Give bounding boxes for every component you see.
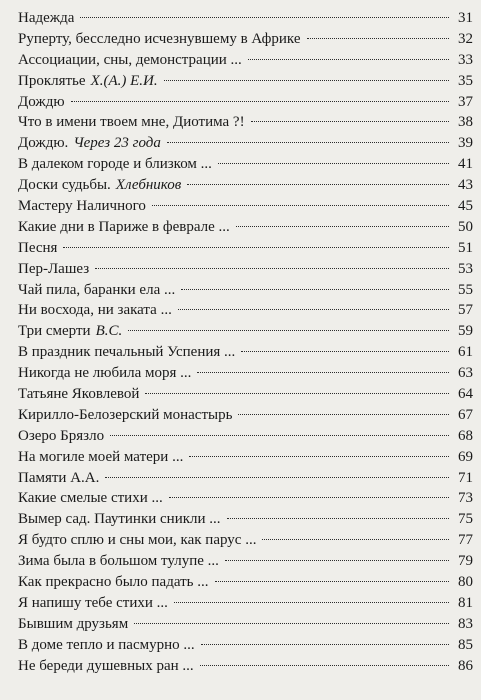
toc-entry-title-text: Я напишу тебе стихи ... [18, 594, 168, 611]
toc-entry-title [18, 175, 181, 196]
dot-leader [95, 268, 449, 269]
toc-entry-title-text: Руперту, бесследно исчезнувшему в Африке [18, 30, 301, 47]
toc-entry-title-text: Я будто сплю и сны мои, как парус ... [18, 532, 257, 549]
toc-entry-title [18, 468, 99, 489]
toc-entry-title [18, 447, 183, 468]
toc-entry-title-text: Какие дни в Париже в феврале ... [18, 218, 230, 235]
dot-leader [225, 560, 449, 561]
dot-leader [241, 351, 449, 352]
toc-entry-title-text: Дождю. [18, 135, 69, 152]
toc-entry[interactable] [18, 635, 473, 656]
toc-entry-title [18, 238, 57, 259]
toc-entry-title [18, 656, 194, 677]
toc-entry-title-text: Три смерти [18, 323, 91, 340]
toc-entry-page-number: 86 [458, 657, 473, 674]
toc-entry-title-text: Ассоциации, сны, демонстрации ... [18, 51, 242, 68]
toc-entry-page-number: 69 [458, 448, 473, 465]
toc-entry-title-text: На могиле моей матери ... [18, 448, 184, 465]
toc-entry-page-number: 79 [458, 553, 473, 570]
toc-entry-title-text: Доски судьбы. [18, 177, 111, 194]
toc-entry-title-text: Памяти А.А. [18, 469, 100, 486]
dot-leader [248, 59, 449, 60]
toc-entry[interactable] [18, 196, 473, 217]
toc-entry[interactable] [18, 488, 473, 509]
dot-leader [164, 80, 449, 81]
toc-entry[interactable] [18, 551, 473, 572]
toc-entry-title [18, 384, 139, 405]
toc-entry[interactable] [18, 572, 473, 593]
toc-entry-page-number: 67 [458, 406, 473, 423]
toc-entry[interactable] [18, 447, 473, 468]
toc-entry-title [18, 112, 245, 133]
toc-entry-page-number: 38 [458, 114, 473, 131]
toc-list [18, 8, 473, 677]
toc-entry-title-text: Не береди душевных ран ... [18, 657, 194, 674]
toc-entry[interactable] [18, 280, 473, 301]
toc-entry-title-text: Татьяне Яковлевой [18, 386, 140, 403]
dot-leader [169, 497, 449, 498]
dot-leader [197, 372, 449, 373]
toc-entry[interactable] [18, 71, 473, 92]
toc-entry-title [18, 92, 65, 113]
toc-entry-title [18, 154, 212, 175]
dot-leader [189, 456, 449, 457]
toc-entry-title [18, 50, 242, 71]
toc-entry-title-text: Чай пила, баранки ела ... [18, 281, 176, 298]
toc-entry-subtitle: Через 23 года [73, 135, 161, 152]
dot-leader [187, 184, 449, 185]
toc-entry-title [18, 259, 89, 280]
toc-entry[interactable] [18, 300, 473, 321]
dot-leader [152, 205, 449, 206]
toc-entry-page-number: 35 [458, 72, 473, 89]
dot-leader [105, 477, 449, 478]
toc-entry-title [18, 426, 104, 447]
dot-leader [227, 518, 449, 519]
toc-entry[interactable] [18, 133, 473, 154]
toc-entry[interactable] [18, 29, 473, 50]
toc-entry-subtitle: Хлебников [115, 177, 182, 194]
toc-entry-title-text: Вымер сад. Паутинки сникли ... [18, 511, 221, 528]
toc-entry-page-number: 75 [458, 511, 473, 528]
dot-leader [200, 665, 449, 666]
toc-entry-page-number: 59 [458, 323, 473, 340]
toc-entry[interactable] [18, 468, 473, 489]
toc-entry-page-number: 80 [458, 574, 473, 591]
toc-entry[interactable] [18, 154, 473, 175]
dot-leader [262, 539, 449, 540]
toc-entry-page-number: 61 [458, 344, 473, 361]
toc-entry[interactable] [18, 8, 473, 29]
toc-entry-title [18, 614, 128, 635]
toc-entry-title-text: Ни восхода, ни заката ... [18, 302, 172, 319]
toc-entry[interactable] [18, 50, 473, 71]
dot-leader [110, 435, 449, 436]
dot-leader [71, 101, 449, 102]
dot-leader [181, 289, 449, 290]
dot-leader [218, 163, 449, 164]
toc-entry-title [18, 300, 172, 321]
dot-leader [167, 142, 449, 143]
toc-entry-page-number: 32 [458, 30, 473, 47]
dot-leader [128, 330, 449, 331]
toc-entry-title [18, 509, 221, 530]
toc-entry-title [18, 530, 256, 551]
toc-entry[interactable] [18, 259, 473, 280]
dot-leader [307, 38, 450, 39]
toc-entry[interactable] [18, 509, 473, 530]
toc-entry-title [18, 635, 195, 656]
toc-entry-title-text: Зима была в большом тулупе ... [18, 553, 219, 570]
toc-entry-page-number: 31 [458, 10, 473, 26]
toc-entry-title-text: Проклятье [18, 72, 86, 89]
toc-entry-title-text: Пер-Лашез [18, 260, 90, 277]
toc-entry[interactable] [18, 363, 473, 384]
toc-entry-page-number: 71 [458, 469, 473, 486]
toc-entry[interactable] [18, 593, 473, 614]
toc-entry-title-text: Что в имени твоем мне, Диотима ?! [18, 114, 245, 131]
toc-entry-title-text: Кирилло-Белозерский монастырь [18, 406, 233, 423]
dot-leader [201, 644, 449, 645]
toc-entry[interactable] [18, 426, 473, 447]
toc-entry-page-number: 39 [458, 135, 473, 152]
toc-entry-title [18, 551, 219, 572]
toc-entry-title-text: Бывшим друзьям [18, 615, 129, 632]
toc-entry-title [18, 321, 122, 342]
toc-entry-title [18, 196, 146, 217]
toc-entry[interactable] [18, 217, 473, 238]
dot-leader [63, 247, 449, 248]
toc-entry[interactable] [18, 530, 473, 551]
toc-entry-title-text: Какие смелые стихи ... [18, 490, 163, 507]
toc-entry[interactable] [18, 175, 473, 196]
toc-entry[interactable] [18, 384, 473, 405]
toc-entry-page-number: 55 [458, 281, 473, 298]
toc-entry-page-number: 51 [458, 239, 473, 256]
toc-entry-subtitle: В.С. [95, 323, 123, 340]
toc-entry-page-number: 77 [458, 532, 473, 549]
toc-entry-title-text: Дождю [18, 93, 65, 110]
toc-entry[interactable] [18, 342, 473, 363]
toc-entry-page-number: 53 [458, 260, 473, 277]
dot-leader [251, 121, 449, 122]
toc-entry-page-number: 43 [458, 177, 473, 194]
dot-leader [174, 602, 449, 603]
toc-entry[interactable] [18, 112, 473, 133]
toc-entry-title [18, 280, 175, 301]
toc-entry-title [18, 71, 158, 92]
toc-entry-title [18, 363, 191, 384]
toc-entry-page-number: 85 [458, 636, 473, 653]
toc-entry-title-text: Никогда не любила моря ... [18, 365, 192, 382]
dot-leader [178, 309, 449, 310]
dot-leader [238, 414, 449, 415]
toc-entry-title [18, 593, 168, 614]
toc-entry-title-text: Озеро Брязло [18, 427, 105, 444]
toc-entry-page-number: 73 [458, 490, 473, 507]
toc-entry-title [18, 572, 209, 593]
toc-entry-page-number: 63 [458, 365, 473, 382]
toc-entry-page-number: 57 [458, 302, 473, 319]
toc-entry-title-text: Песня [18, 239, 58, 256]
toc-entry[interactable] [18, 656, 473, 677]
toc-entry-title [18, 342, 235, 363]
toc-entry-title [18, 8, 74, 29]
toc-entry[interactable] [18, 405, 473, 426]
toc-entry[interactable] [18, 321, 473, 342]
toc-entry-title [18, 29, 301, 50]
toc-entry-title-text: В праздник печальный Успения ... [18, 344, 236, 361]
toc-entry-title [18, 405, 232, 426]
toc-entry-title-text: Мастеру Наличного [18, 198, 146, 215]
toc-entry-title-text: В доме тепло и пасмурно ... [18, 636, 195, 653]
toc-entry-title [18, 133, 161, 154]
toc-entry-title [18, 217, 230, 238]
toc-entry-page-number: 64 [458, 386, 473, 403]
toc-entry[interactable] [18, 238, 473, 259]
toc-entry-title [18, 488, 163, 509]
toc-entry[interactable] [18, 614, 473, 635]
toc-entry-title-text: Как прекрасно было падать ... [18, 574, 209, 591]
toc-entry-page-number: 81 [458, 594, 473, 611]
dot-leader [215, 581, 450, 582]
dot-leader [236, 226, 449, 227]
toc-entry-page-number: 33 [458, 51, 473, 68]
dot-leader [145, 393, 449, 394]
toc-entry-subtitle: Х.(А.) Е.И. [90, 72, 158, 89]
toc-entry[interactable] [18, 92, 473, 113]
toc-entry-page-number: 83 [458, 615, 473, 632]
toc-entry-page-number: 50 [458, 218, 473, 235]
toc-entry-page-number: 37 [458, 93, 473, 110]
dot-leader [80, 17, 449, 18]
toc-entry-page-number: 68 [458, 427, 473, 444]
dot-leader [134, 623, 449, 624]
toc-entry-title-text: В далеком городе и близком ... [18, 156, 212, 173]
toc-entry-page-number: 41 [458, 156, 473, 173]
toc-entry-title-text: Надежда [18, 10, 75, 26]
toc-entry-page-number: 45 [458, 198, 473, 215]
